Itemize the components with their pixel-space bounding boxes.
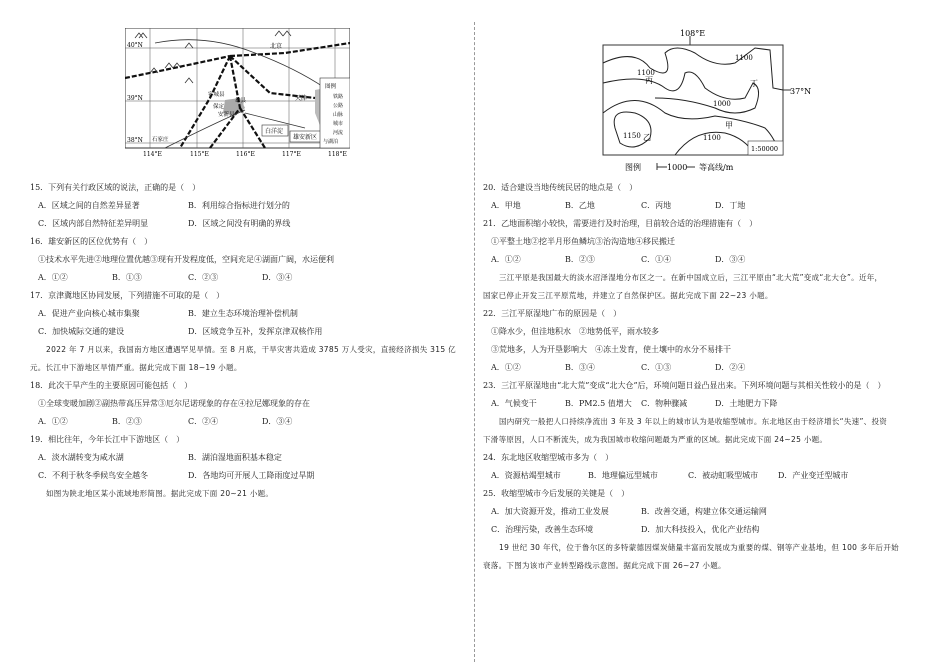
legend-item: 河流 [333,130,344,136]
legend-title: 图例 [625,163,641,172]
legend-item: 与湖泊 [323,139,339,145]
option: D．丁地 [715,201,746,210]
option: D．土地肥力下降 [715,399,778,408]
option: A．①② [38,273,68,282]
statement-options: ①平整土地②挖半月形鱼鳞坑③治沟造地④移民搬迁 [491,237,675,246]
option: B．②③ [112,417,142,426]
lat-label: 39°N [127,95,143,102]
xiongan-location-map [125,28,350,158]
option: B．②③ [565,255,595,264]
column-divider [474,22,475,662]
option: D．各地均可开展人工降雨度过旱期 [188,471,315,480]
legend-item: 铁路 [333,94,344,100]
city-label: 保定 [213,104,225,110]
option: D．③④ [262,417,293,426]
legend-item: 山脉 [333,112,344,118]
statement-options: ①降水少，但洼地积水 ②地势低平，雨水较多 [491,327,659,336]
city-label: 雄县 [235,98,247,104]
option: C．物种骤减 [641,399,688,408]
parallel-label: 37°N [790,87,812,96]
option: A．①② [491,363,521,372]
question-stem: 22．三江平原湿地广布的原因是（ ） [483,309,622,318]
option: C．②④ [188,417,219,426]
lon-label: 116°E [236,151,255,158]
question-stem: 24．东北地区收缩型城市多为（ ） [483,453,614,462]
lon-label: 115°E [190,151,209,158]
lon-label: 117°E [282,151,301,158]
option: A．淡水湖转变为咸水湖 [38,453,124,462]
contour-map [595,28,825,178]
question-stem: 16．雄安新区的区位优势有（ ） [30,237,153,246]
statement-options: ①全球变暖加剧②副热带高压异常③厄尔尼诺现象的存在④拉尼娜现象的存在 [38,399,310,408]
passage-line: 元。长江中下游地区旱情严重。据此完成下面 18~19 小题。 [30,363,242,372]
option: C．治理污染，改善生态环境 [491,525,594,534]
scale-label: 1:50000 [751,145,779,153]
option: A．促进产业向核心城市集聚 [38,309,140,318]
option: D．加大科技投入，优化产业结构 [641,525,760,534]
lon-label: 114°E [143,151,162,158]
legend-sample: 1000 [667,163,688,172]
option: A．资源枯竭型城市 [491,471,561,480]
option: A．①② [38,417,68,426]
passage-line: 2022 年 7 月以来，我国南方地区遭遇罕见旱情。至 8 月底，干旱灾害共造成 3785 万人受灾，直接经济损失 315 亿 [46,345,456,354]
option: D．③④ [262,273,293,282]
contour-value: 1100 [735,54,753,62]
option: B．①③ [112,273,142,282]
question-stem: 23．三江平原湿地由“北大荒”变成“北大仓”后，环境问题日益凸显出来。下列环境问题与其相关性较小的是（ ） [483,381,886,390]
place-jia: 甲 [725,121,733,130]
question-stem: 20．适合建设当地传统民居的地点是（ ） [483,183,638,192]
question-stem: 18．此次干旱产生的主要原因可能包括（ ） [30,381,193,390]
question-stem: 25．收缩型城市今后发展的关键是（ ） [483,489,630,498]
city-label: 石家庄 [152,137,169,143]
option: C．加快城际交通的建设 [38,327,125,336]
option: B．利用综合指标进行划分的 [188,201,290,210]
passage-line: 国家已停止开发三江平原荒地，并建立了自然保护区。据此完成下面 22~23 小题。 [483,291,773,300]
baiyangdian-label: 白洋淀 [265,128,284,135]
option: B．乙地 [565,201,595,210]
passage-line: 19 世纪 30 年代，位于鲁尔区的多特蒙德因煤炭储量丰富而发展成为重要的煤、钢等产业基地，但 100 多年后开始 [499,543,899,552]
city-label: 安新县 [218,112,235,118]
city-label: 容城县 [208,92,225,98]
legend-text: 等高线/m [699,163,734,172]
option: C．②③ [188,273,219,282]
option: C．①③ [641,363,672,372]
lat-label: 40°N [127,42,143,49]
passage-line: 三江平原是我国最大的淡水沼泽湿地分布区之一。在新中国成立后，三江平原由“北大荒”变成“北大仓”。近年， [499,273,883,282]
option: B．PM2.5 值增大 [565,399,632,408]
statement-options: ③荒地多，人为开垦影响大 ④冻土发育，使土壤中的水分不易排干 [491,345,731,354]
option: D．产业变迁型城市 [778,471,849,480]
place-yi: 乙 [643,133,651,142]
passage-line: 下滑等原因，人口不断流失，成为我国城市收缩问题最为严重的区域。据此完成下面 24~25 小题。 [483,435,828,444]
contour-value: 1100 [637,69,655,77]
passage-line: 国内研究一般把人口持续净流出 3 年及 3 年以上的城市认为是收缩型城市。东北地区由于经济增长“失速”、投资 [499,417,888,426]
contour-value: 1000 [713,100,731,108]
option: B．地理偏远型城市 [588,471,658,480]
legend-item: 公路 [333,103,344,109]
option: A．加大资源开发，推动工业发展 [491,507,609,516]
option: B．③④ [565,363,595,372]
question-stem: 19．相比往年，今年长江中下游地区（ ） [30,435,185,444]
place-ding: 丁 [750,79,758,88]
option: D．②④ [715,363,746,372]
lat-label: 38°N [127,137,143,144]
passage-line: 如图为陕北地区某小流域地形简图。据此完成下面 20~21 小题。 [46,489,274,498]
option: B．改善交通，构建立体交通运输网 [641,507,767,516]
option: C．被动虹吸型城市 [688,471,759,480]
option: C．①④ [641,255,672,264]
xiongan-label: 雄安新区 [293,134,318,141]
option: C．不利于秋冬季候鸟安全越冬 [38,471,149,480]
option: A．区域之间的自然差异显著 [38,201,140,210]
option: A．气候变干 [491,399,537,408]
passage-line: 衰落。下图为该市产业转型路线示意图。据此完成下面 26~27 小题。 [483,561,726,570]
city-label: 北京 [270,43,283,50]
option: D．③④ [715,255,746,264]
meridian-label: 108°E [680,29,706,38]
contour-value: 1100 [703,134,721,142]
statement-options: ①技术水平先进②地理位置优越③现有开发程度低，空间充足④湖面广阔，水运便利 [38,255,334,264]
option: A．①② [491,255,521,264]
option: A．甲地 [491,201,521,210]
question-stem: 17．京津冀地区协同发展，下列措施不可取的是（ ） [30,291,225,300]
question-stem: 15．下列有关行政区域的说法，正确的是（ ） [30,183,201,192]
question-stem: 21．乙地面积缩小较快，需要进行及时治理，目前较合适的治理措施有（ ） [483,219,758,228]
option: D．区域竞争互补，发挥京津双核作用 [188,327,323,336]
option: C．区域内部自然特征差异明显 [38,219,149,228]
option: B．建立生态环境治理补偿机制 [188,309,298,318]
contour-value: 1150 [623,132,641,140]
option: C．丙地 [641,201,672,210]
city-label: 天津 [295,95,308,102]
option: D．区域之间没有明确的界线 [188,219,291,228]
lon-label: 118°E [328,151,347,158]
legend-item: 城市 [333,121,344,127]
legend-title: 图例 [325,84,337,90]
option: B．湖泊湿地面积基本稳定 [188,453,282,462]
place-bing: 丙 [645,76,653,85]
